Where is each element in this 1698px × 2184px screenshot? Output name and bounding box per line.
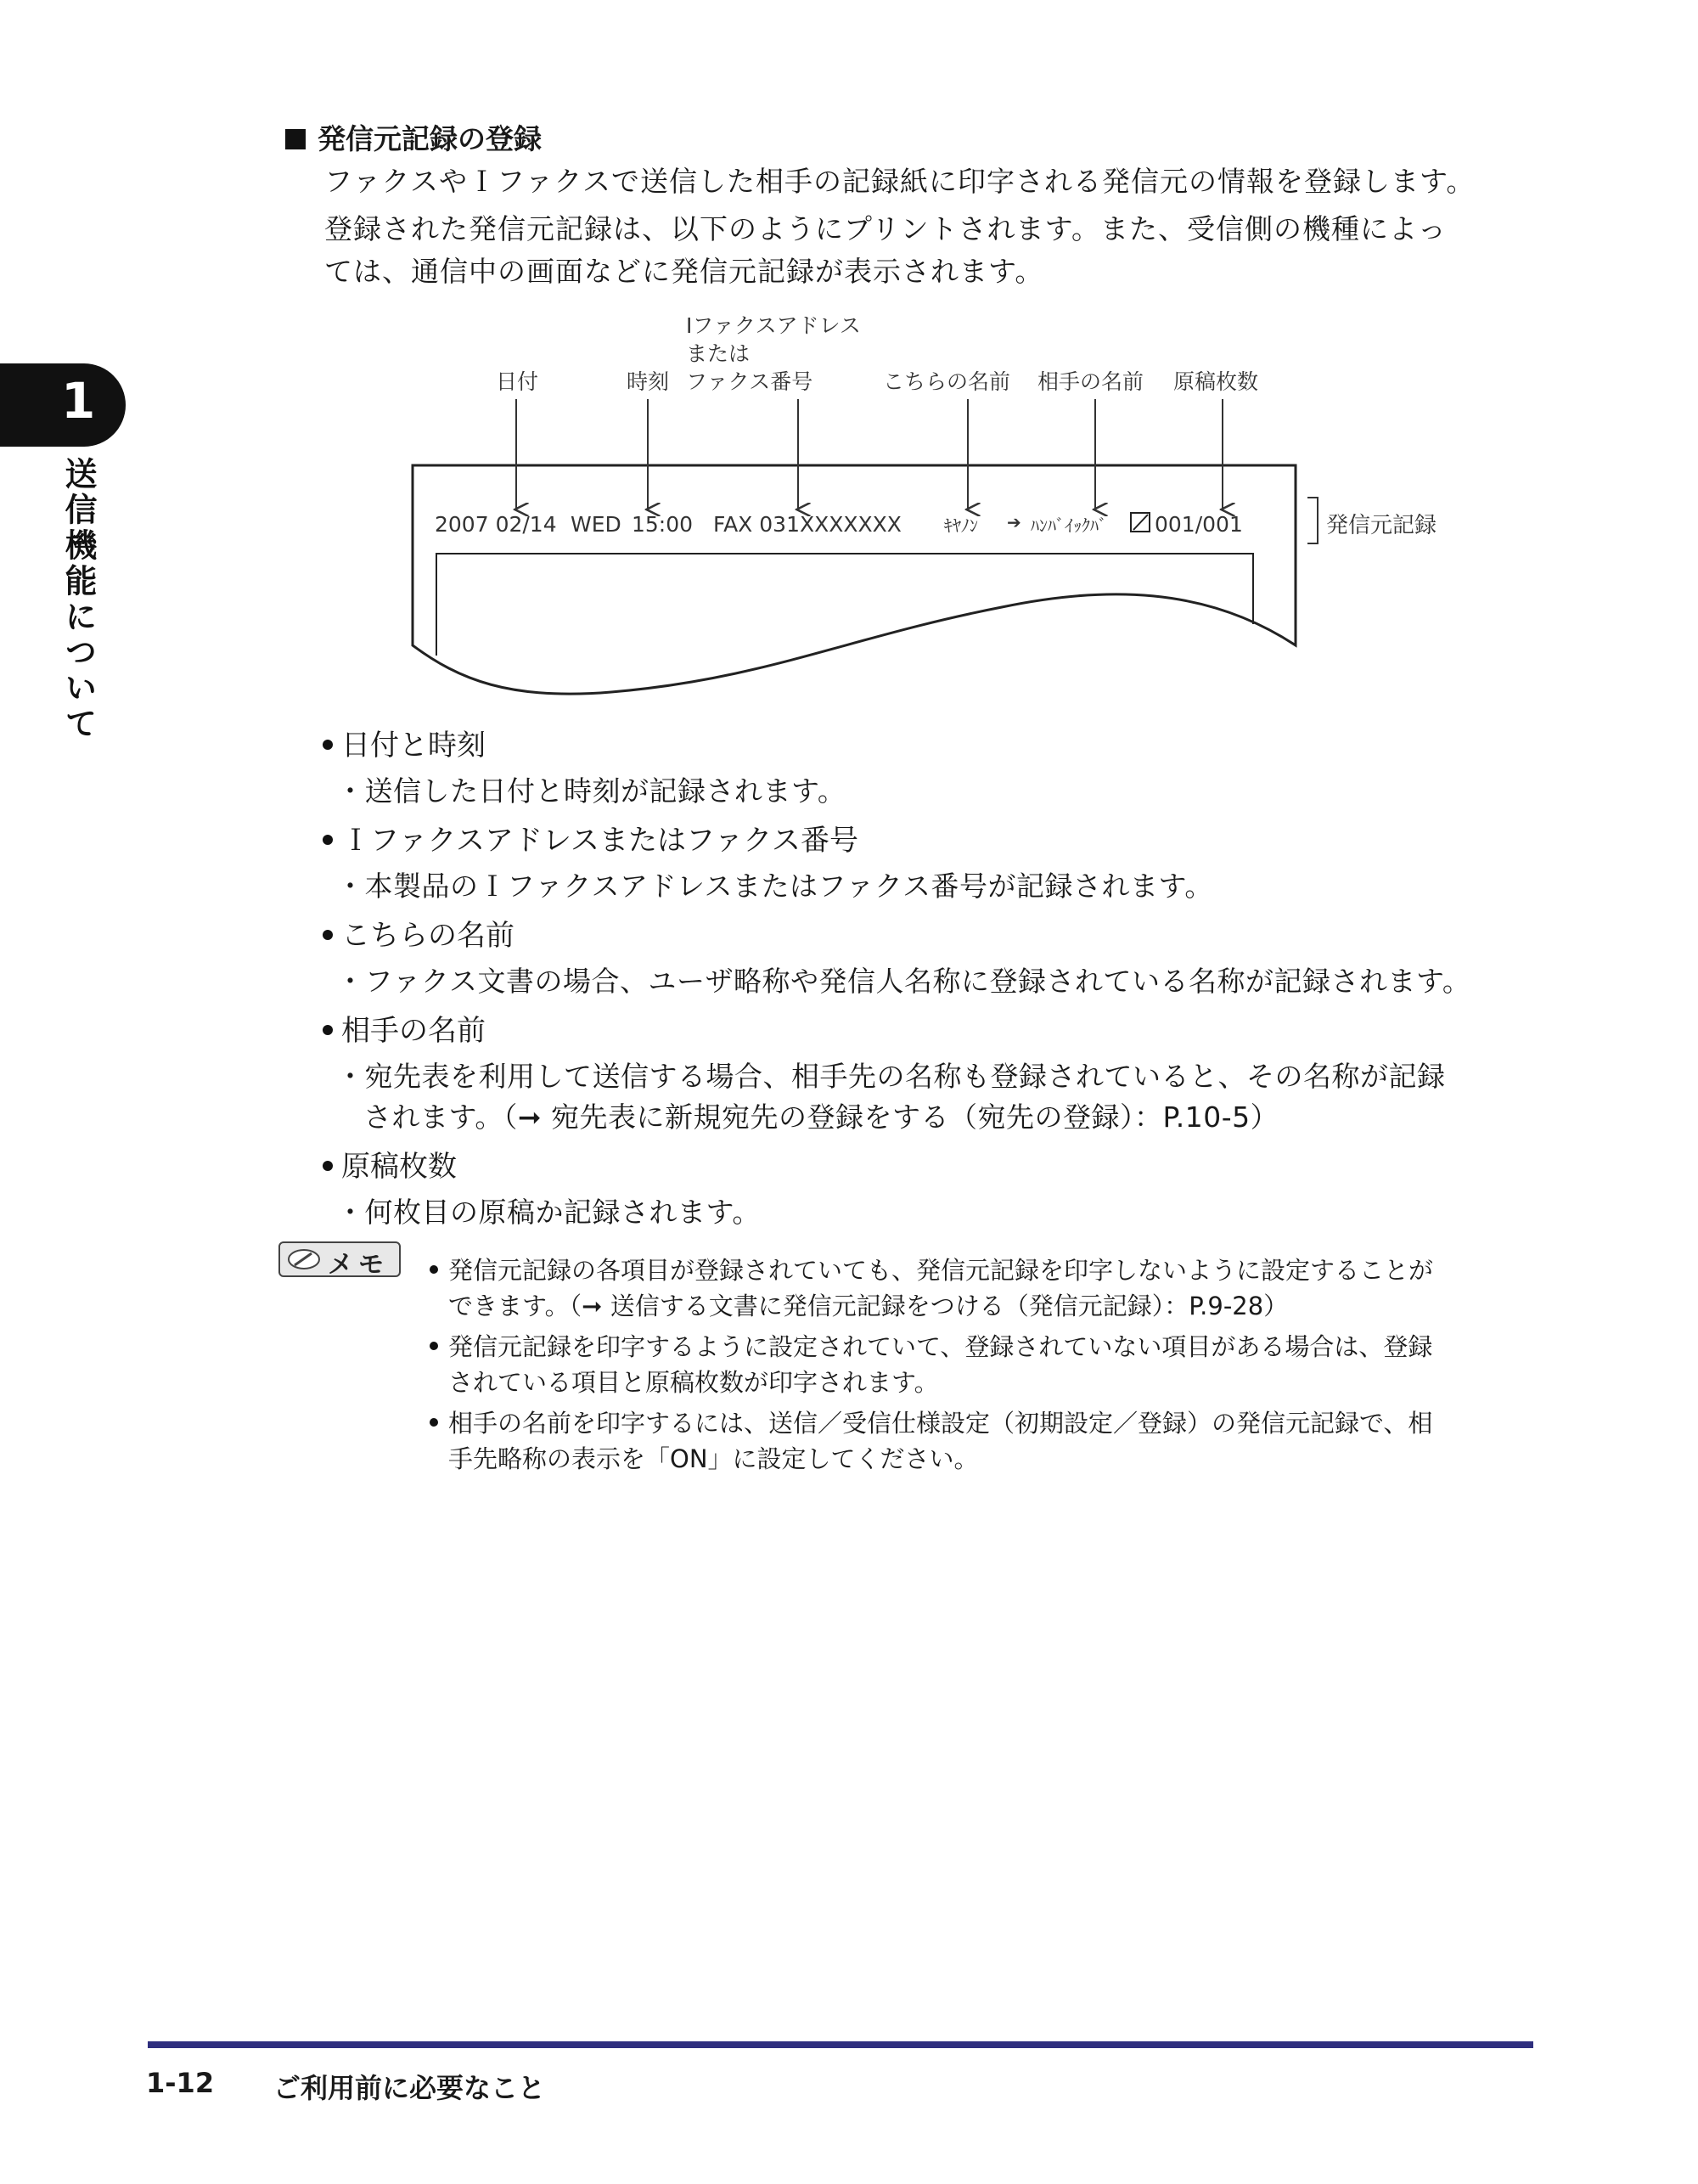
bullet-icon — [323, 1025, 333, 1035]
memo-label: メモ — [328, 1250, 389, 1280]
memo-note-1-line2: できます。（➞ 送信する文書に発信元記録をつける（発信元記録）：P.9-28） — [448, 1292, 1289, 1320]
bullet-icon — [430, 1265, 438, 1274]
label-ifax-3: ファクス番号 — [686, 369, 813, 394]
chapter-title: 送信機能について — [59, 457, 97, 742]
item-desc-pages: ・何枚目の原稿か記録されます。 — [336, 1196, 761, 1229]
bullet-icon — [323, 1161, 333, 1171]
intro-line-3: ては、通信中の画面などに発信元記録が表示されます。 — [324, 255, 1044, 288]
bullet-icon — [430, 1342, 438, 1350]
record-date: 2007 02/14 — [435, 512, 557, 537]
record-bracket — [1307, 498, 1318, 543]
record-pages: 001/001 — [1155, 512, 1243, 537]
bullet-icon — [323, 930, 333, 940]
label-sender-record: 発信元記録 — [1326, 513, 1437, 538]
intro-line-1: ファクスやＩファクスで送信した相手の記録紙に印字される発信元の情報を登録します。 — [324, 165, 1476, 198]
item-desc-date-time: ・送信した日付と時刻が記録されます。 — [336, 774, 846, 808]
bullet-icon — [430, 1418, 438, 1427]
memo-note-2-line2: されている項目と原稿枚数が印字されます。 — [448, 1368, 939, 1397]
item-desc-our-name: ・ファクス文書の場合、ユーザ略称や発信人名称に登録されている名称が記録されます。 — [336, 965, 1471, 998]
footer-title: ご利用前に必要なこと — [273, 2072, 546, 2104]
item-desc-their-name-2: されます。（➞ 宛先表に新規宛先の登録をする（宛先の登録）：P.10-5） — [363, 1100, 1279, 1134]
item-title-their-name: 相手の名前 — [323, 1007, 486, 1049]
page-count-icon — [1131, 513, 1150, 532]
chapter-number: 1 — [61, 372, 96, 430]
record-fax: FAX 031XXXXXXX — [713, 512, 902, 537]
label-time: 時刻 — [627, 369, 670, 394]
sender-record-diagram — [0, 0, 1698, 713]
record-day: WED — [571, 512, 621, 537]
memo-note-1-line1: 発信元記録の各項目が登録されていても、発信元記録を印字しないように設定することが — [430, 1252, 1433, 1286]
label-ifax-2: または — [686, 341, 751, 366]
page-number: 1-12 — [146, 2067, 215, 2099]
intro-line-2: 登録された発信元記録は、以下のようにプリントされます。また、受信側の機種によっ — [324, 212, 1448, 245]
section-heading-text: 発信元記録の登録 — [318, 122, 542, 155]
label-pages: 原稿枚数 — [1173, 369, 1259, 394]
record-receiver: ﾊﾝﾊﾞｲｯｸﾊﾞ — [1031, 515, 1107, 536]
record-time: 15:00 — [632, 512, 694, 537]
label-ifax-1: Iファクスアドレス — [686, 313, 861, 338]
footer-rule — [148, 2041, 1533, 2048]
memo-badge — [278, 1241, 401, 1280]
item-title-date-time: 日付と時刻 — [323, 722, 486, 763]
bullet-icon — [323, 835, 333, 845]
record-arrow: ➔ — [1007, 512, 1021, 532]
label-their-name: 相手の名前 — [1037, 369, 1144, 394]
item-title-ifax: Ｉファクスアドレスまたはファクス番号 — [323, 817, 858, 858]
paper-outline — [413, 465, 1296, 694]
record-sender: ｷﾔﾉﾝ — [944, 515, 978, 536]
memo-note-3-line1: 相手の名前を印字するには、送信／受信仕様設定（初期設定／登録）の発信元記録で、相 — [430, 1404, 1432, 1439]
memo-note-2-line1: 発信元記録を印字するように設定されていて、登録されていない項目がある場合は、登録 — [430, 1328, 1432, 1363]
label-our-name: こちらの名前 — [883, 369, 1011, 394]
memo-note-3-line2: 手先略称の表示を「ON」に設定してください。 — [448, 1444, 979, 1473]
item-title-our-name: こちらの名前 — [323, 912, 514, 954]
item-desc-their-name: ・宛先表を利用して送信する場合、相手先の名称も登録されていると、その名称が記録 — [336, 1060, 1446, 1093]
label-date: 日付 — [496, 369, 539, 394]
bullet-icon — [323, 740, 333, 750]
paper-inner-frame — [436, 554, 1253, 656]
item-title-pages: 原稿枚数 — [323, 1143, 457, 1185]
pencil-icon — [287, 1248, 321, 1270]
item-desc-ifax: ・本製品のＩファクスアドレスまたはファクス番号が記録されます。 — [336, 870, 1213, 903]
